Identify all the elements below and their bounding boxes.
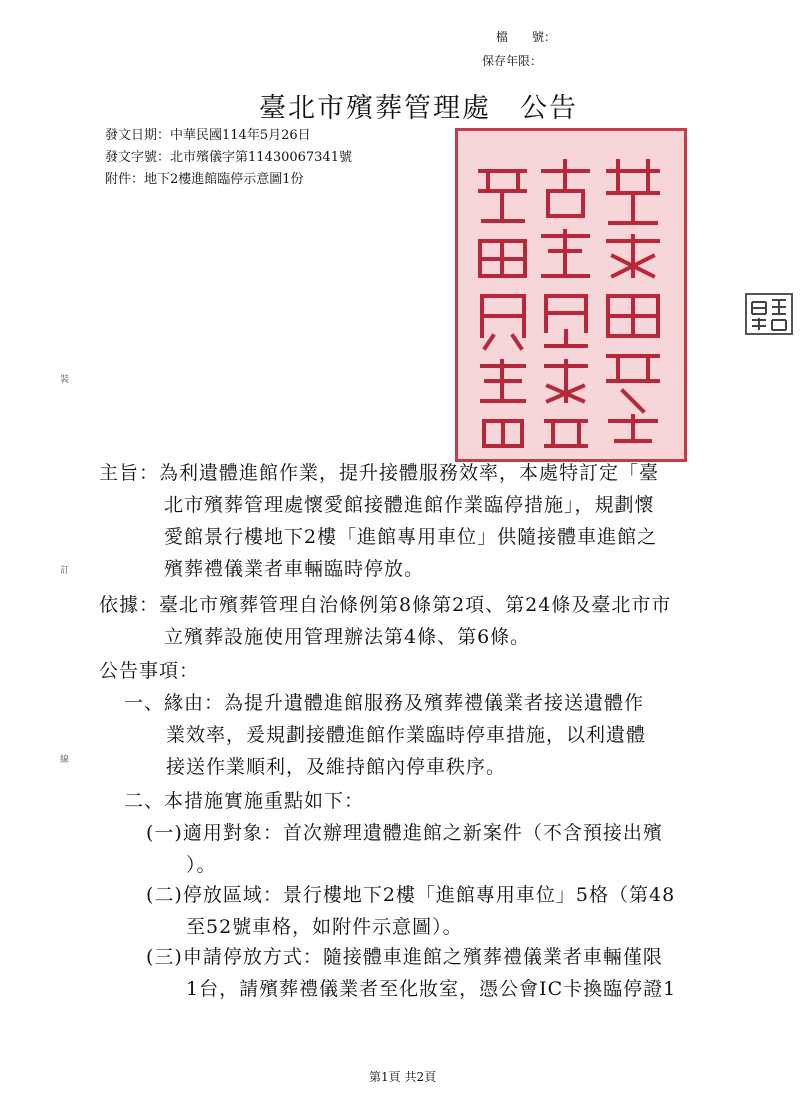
subject-line-3: 愛館景行樓地下2樓「進館專用車位」供隨接體車進館之	[164, 526, 658, 548]
page-title: 臺北市殯葬管理處 公告	[259, 93, 578, 124]
subject-line-1: 主旨：為利遺體進館作業，提升接體服務效率，本處特訂定「臺	[99, 462, 660, 484]
item2-heading: 二、本措施實施重點如下：	[124, 790, 365, 812]
small-stamp-icon	[744, 292, 794, 336]
notice-heading: 公告事項：	[99, 660, 200, 682]
sub2-line-1: (二)停放區域：景行樓地下2樓「進館專用車位」5格（第48	[146, 884, 676, 906]
basis-line-1: 依據：臺北市殯葬管理自治條例第8條第2項、第24條及臺北市市	[99, 594, 672, 616]
item1-line-2: 業效率，爰規劃接體進館作業臨時停車措施，以利遺體	[166, 724, 647, 746]
sub3-line-2: 1台，請殯葬禮儀業者至化妝室，憑公會IC卡換臨停證1	[186, 978, 677, 1000]
retention-period-label: 保存年限：	[482, 54, 543, 68]
attachment-note: 附件：地下2樓進館臨停示意圖1份	[105, 172, 304, 187]
margin-mark-staple: 訂	[60, 566, 70, 576]
item1-line-1: 一、緣由：為提升遺體進館服務及殯葬禮儀業者接送遺體作	[124, 692, 645, 714]
subject-line-2: 北市殯葬管理處懷愛館接體進館作業臨停措施」，規劃懷	[164, 494, 655, 516]
sub1-line-2: ）。	[186, 854, 217, 876]
sub1-line-1: (一)適用對象：首次辦理遺體進館之新案件（不含預接出殯	[146, 822, 663, 844]
sub2-line-2: 至52號車格，如附件示意圖）。	[186, 916, 463, 938]
document-number: 發文字號：北市殯儀字第11430067341號	[105, 150, 352, 165]
sub3-line-1: (三)申請停放方式：隨接體車進館之殯葬禮儀業者車輛僅限	[146, 946, 663, 968]
page-number: 第1頁 共2頁	[369, 1070, 437, 1084]
issue-date: 發文日期：中華民國114年5月26日	[105, 128, 311, 143]
official-seal	[455, 128, 687, 462]
small-stamp	[744, 292, 794, 336]
margin-mark-line: 線	[60, 755, 70, 765]
subject-line-4: 殯葬禮儀業者車輛臨時停放。	[164, 558, 425, 580]
margin-mark-bind: 裝	[60, 375, 70, 385]
file-number-label: 檔 號：	[496, 30, 557, 44]
seal-icon	[458, 131, 684, 459]
item1-line-3: 接送作業順利，及維持館內停車秩序。	[166, 756, 507, 778]
basis-line-2: 立殯葬設施使用管理辦法第4條、第6條。	[164, 626, 531, 648]
